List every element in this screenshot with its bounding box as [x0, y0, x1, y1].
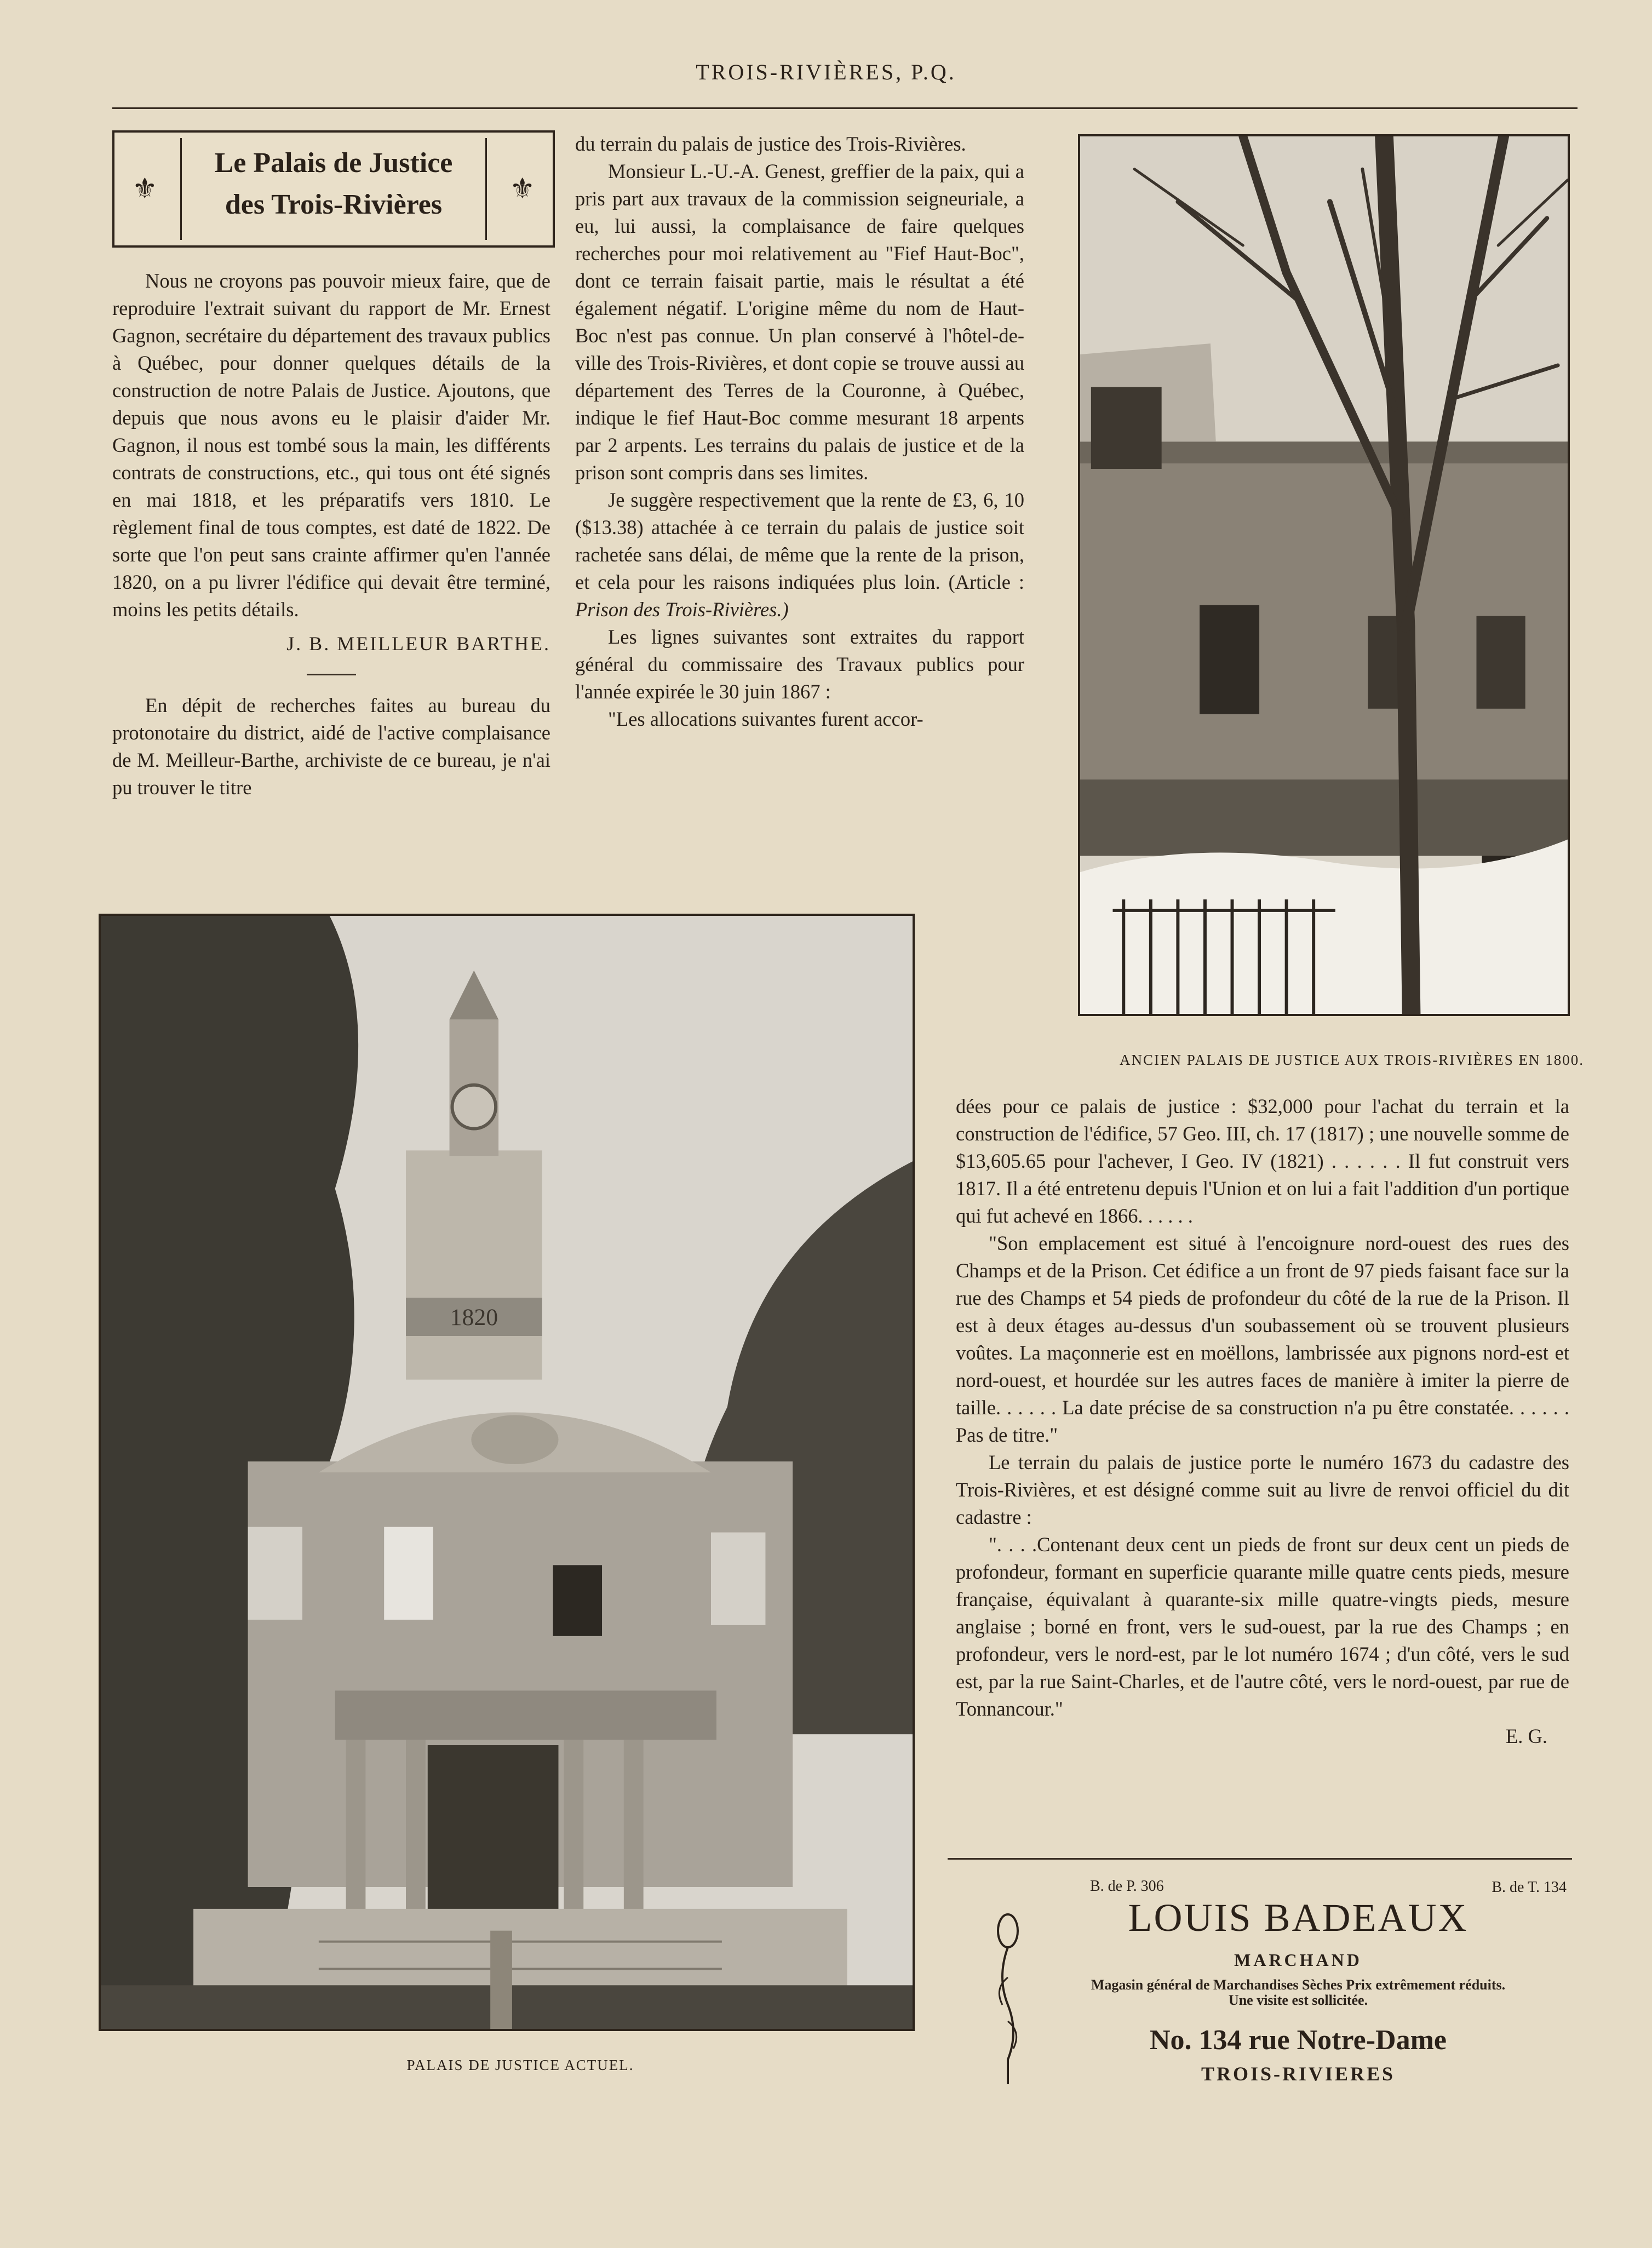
- old-courthouse-photo: [1078, 134, 1570, 1016]
- signature: J. B. MEILLEUR BARTHE.: [286, 633, 550, 655]
- right-paragraph-4: ". . . .Contenant deux cent un pieds de front sur deux cent un pieds de profondeur, formant en superficie quarante mille quatre cents pieds, mesure française, équivalant à quarante-six mille quatre-vingts pieds, mesure anglaise ; borné en front, vers le sud-ouest, par la rue des Champs ; en profondeur, vers le nord-est, par le lot numéro 1674 ; d'un côté, vers le sud est, par la rue Saint-Charles, et de l'autre côté, vers le nord-ouest, par rue de Tonnancour.": [956, 1533, 1569, 1720]
- old-courthouse-illustration: [1080, 136, 1568, 1014]
- merchant-trade: MARCHAND: [1234, 1950, 1362, 1970]
- floral-ornament-icon: [991, 1912, 1024, 2087]
- merchant-tagline: Magasin général de Marchandises Sèches Prix extrêmement réduits. Une visite est sollicitée.: [1091, 1977, 1506, 2008]
- right-paragraph-3: Le terrain du palais de justice porte le numéro 1673 du cadastre des Trois-Rivières, et est désigné comme suit au livre de renvoi officiel du dit cadastre :: [956, 1451, 1569, 1528]
- title-box: [112, 130, 555, 248]
- date-stone: 1820: [450, 1304, 498, 1331]
- middle-continuation: du terrain du palais de justice des Trois-Rivières.: [575, 133, 966, 155]
- merchant-address: No. 134 rue Notre-Dame: [1150, 2025, 1447, 2056]
- left-paragraph-2: En dépit de recherches faites au bureau du protonotaire du district, aidé de l'active complaisance de M. Meilleur-Barthe, archiviste de ce bureau, je n'ai pu trouver le titre: [112, 694, 550, 799]
- middle-paragraph-4: "Les allocations suivantes furent accor-: [608, 708, 923, 730]
- right-paragraph-2: "Son emplacement est situé à l'encoignure nord-ouest des rues des Champs et de la Prison. Cet édifice a un front de 97 pieds faisant face sur la rue des Champs et 54 pieds de profondeur du côté de la rue de la Prison. Il est à deux étages au-dessus d'un soubassement où se trouvent plusieurs voûtes. La maçonnerie est en moëllons, lambrissée aux pignons nord-est et nord-ouest, et hourdée sur les autres faces de manière à imiter la pierre de taille. . . . . . La date précise de sa construction n'a pu être constatée. . . . . . Pas de titre.": [956, 1232, 1569, 1446]
- title-line-1: Le Palais de Justice: [214, 147, 453, 179]
- right-paragraph-1: dées pour ce palais de justice : $32,000 pour l'achat du terrain et la construction de l'édifice, 57 Geo. III, ch. 17 (1817) ; une nouvelle somme de $13,605.65 pour l'achever, I Geo. IV (1821) . . . . . . Il fut construit vers 1817. Il a été entretenu depuis l'Union et on lui a fait l'addition d'un portique qui fut achevé en 1866. . . . . .: [956, 1095, 1569, 1227]
- phone-left: B. de P. 306: [1090, 1878, 1164, 1895]
- fleur-de-lis-icon: ⚜: [132, 174, 158, 205]
- middle-paragraph-1: Monsieur L.-U.-A. Genest, greffier de la paix, qui a pris part aux travaux de la commission seigneuriale, a eu, lui aussi, la complaisance de faire quelques recherches pour moi relativement au "Fief Haut-Boc", dont ce terrain faisait partie, mais le résultat a été également négatif. L'origine même du nom de Haut-Boc n'est pas connue. Un plan conservé à l'hôtel-de-ville des Trois-Rivières, et dont copie se trouve aussi au département des Terres de la Couronne, à Québec, indique le fief Haut-Boc comme mesurant 18 arpents par 2 arpents. Les terrains du palais de justice et de la prison sont compris dans ses limites.: [575, 160, 1024, 484]
- header-rule: [112, 107, 1578, 109]
- left-paragraph-1: Nous ne croyons pas pouvoir mieux faire, que de reproduire l'extrait suivant du rapport de Mr. Ernest Gagnon, secrétaire du département des travaux publics à Québec, pour donner quelques détails de la construction de notre Palais de Justice. Ajoutons, que depuis que nous avons eu le plaisir d'aider Mr. Gagnon, il nous est tombé sous la main, les différents contrats de constructions, etc., qui tous ont été signés en mai 1818, et les préparatifs vers 1810. Le règlement final de tous comptes, est daté de 1822. De sorte que l'on peut sans crainte affirmer qu'en l'année 1820, on a pu livrer l'édifice qui devait être terminé, moins les petits détails.: [112, 269, 550, 621]
- fleur-de-lis-icon: ⚜: [509, 174, 535, 205]
- right-column: [956, 1093, 1569, 1750]
- old-courthouse-caption: ANCIEN PALAIS DE JUSTICE AUX TROIS-RIVIÈRES EN 1800.: [1119, 1052, 1585, 1068]
- title-line-2: des Trois-Rivières: [225, 189, 443, 220]
- article-reference: Prison des Trois-Rivières.): [575, 598, 789, 621]
- middle-paragraph-2: [575, 486, 1024, 623]
- middle-paragraph-2-text: Je suggère respectivement que la rente de £3, 6, 10 ($13.38) attachée à ce terrain du palais de justice soit rachetée sans délai, de même que la rente de la prison, et cela pour les raisons indiquées plus loin. (Article :: [575, 489, 1024, 593]
- author-initials: E. G.: [1505, 1725, 1547, 1747]
- merchant-city: TROIS-RIVIERES: [1201, 2063, 1396, 2085]
- advertisement-rule: [948, 1858, 1572, 1860]
- middle-paragraph-3: Les lignes suivantes sont extraites du rapport général du commissaire des Travaux publics pour l'année expirée le 30 juin 1867 :: [575, 626, 1024, 703]
- left-column: [112, 267, 550, 801]
- current-courthouse-photo: [99, 914, 915, 2031]
- middle-column: [575, 130, 1024, 733]
- merchant-name: LOUIS BADEAUX: [1128, 1896, 1469, 1940]
- section-divider: [307, 674, 356, 675]
- running-head: TROIS-RIVIÈRES, P.Q.: [696, 60, 956, 84]
- current-courthouse-caption: PALAIS DE JUSTICE ACTUEL.: [406, 2057, 634, 2073]
- advertisement: [948, 1868, 1572, 2098]
- article-title: [180, 138, 487, 240]
- current-courthouse-illustration: [101, 916, 913, 2029]
- phone-right: B. de T. 134: [1492, 1879, 1567, 1896]
